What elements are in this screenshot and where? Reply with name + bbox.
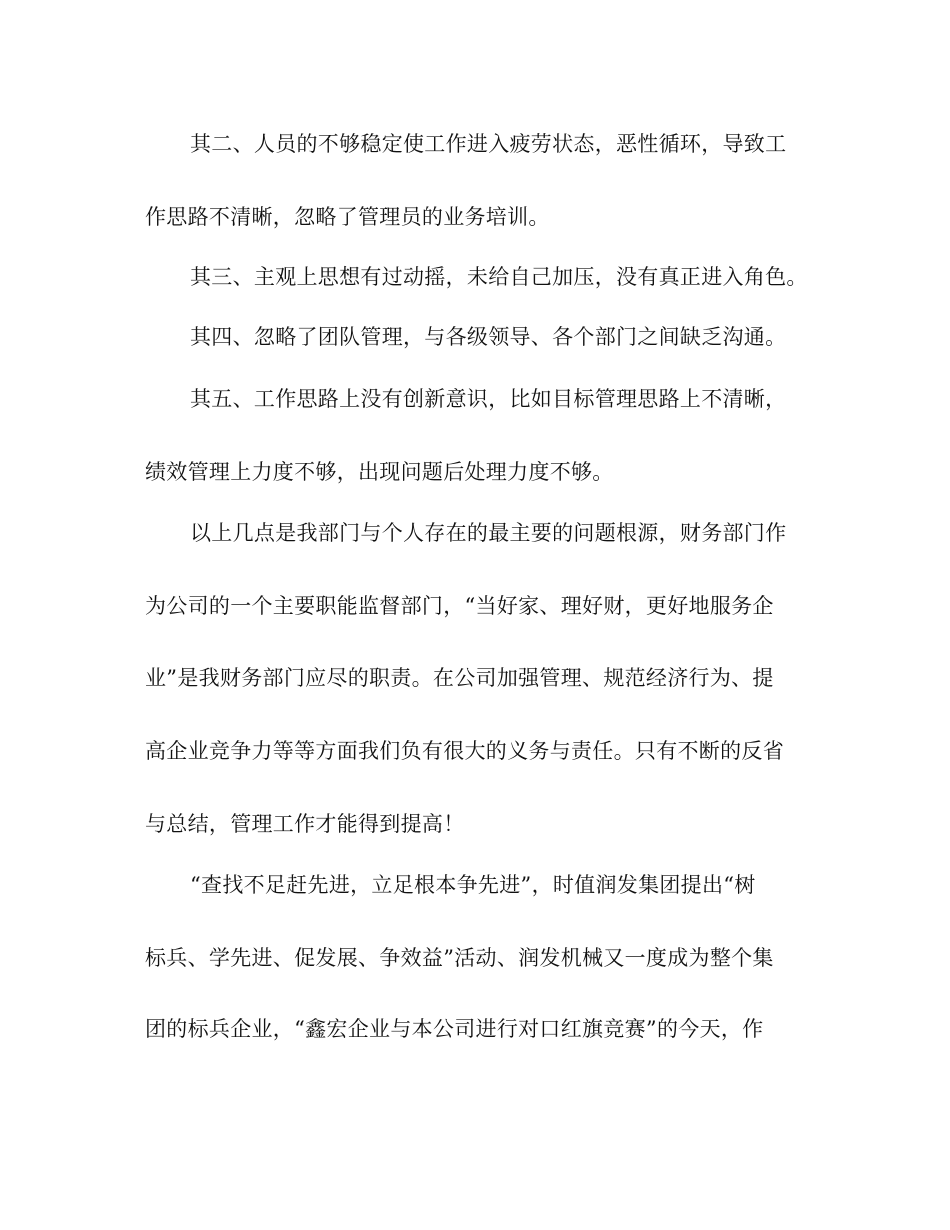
text-line: 高企业竞争力等等方面我们负有很大的义务与责任。只有不断的反省 [145,739,784,763]
text-line: 以上几点是我部门与个人存在的最主要的问题根源，财务部门作 [190,521,787,545]
text-line: 其五、工作思路上没有创新意识，比如目标管理思路上不清晰， [190,387,787,411]
text-line: 其四、忽略了团队管理，与各级领导、各个部门之间缺乏沟通。 [190,325,787,349]
text-line: 业”是我财务部门应尽的职责。在公司加强管理、规范经济行为、提 [145,666,774,690]
text-line: 绩效管理上力度不够，出现问题后处理力度不够。 [145,460,614,484]
text-line: 团的标兵企业，“鑫宏企业与本公司进行对口红旗竞赛”的今天，作 [145,1017,764,1041]
text-line: 其三、主观上思想有过动摇，未给自己加压，没有真正进入角色。 [190,265,808,289]
text-line: 为公司的一个主要职能监督部门，“当好家、理好财，更好地服务企 [145,594,774,618]
text-line: 作思路不清晰，忽略了管理员的业务培训。 [145,205,550,229]
text-line: 其二、人员的不够稳定使工作进入疲劳状态，恶性循环，导致工 [190,132,787,156]
text-line: “查找不足赶先进，立足根本争先进”，时值润发集团提出“树 [190,873,756,897]
text-line: 标兵、学先进、促发展、争效益”活动、润发机械又一度成为整个集 [145,946,774,970]
text-line: 与总结，管理工作才能得到提高！ [145,812,465,836]
